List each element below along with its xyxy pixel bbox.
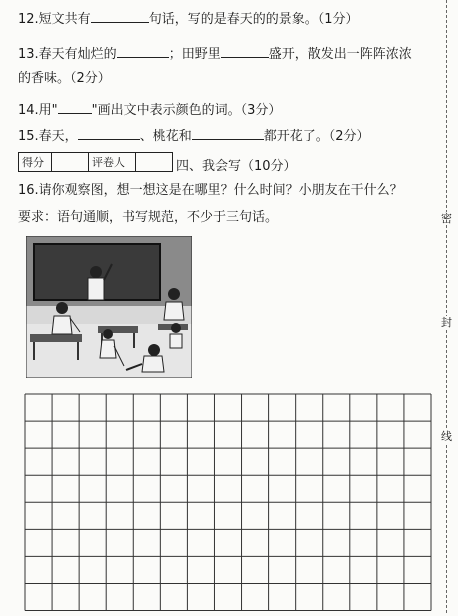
margin-char-mi: 密 [441,212,452,225]
q16-prompt: 16.请你观察图，想一想这是在哪里？什么时间？小朋友在干什么？ [18,183,403,198]
q14-answer-blank[interactable] [58,101,92,114]
q13-answer-blank-2[interactable] [221,45,269,58]
q13-line2: 的香味。（2分） [18,71,111,86]
q15-text-mid: 、桃花和 [139,129,192,144]
question-15 [18,127,369,145]
classroom-illustration [26,236,192,378]
writing-grid[interactable] [24,393,434,616]
q13-text-post: 盛开，散发出一阵阵浓浓 [268,47,412,62]
seal-line [446,0,447,613]
writing-grid-lines [24,393,434,612]
question-14 [18,101,281,119]
q14-text-pre: 14.用" [18,103,58,118]
q13-text-mid: ；田野里 [168,47,221,62]
section-4-title: 四、我会写（10分） [176,159,297,174]
q12-text-pre: 12.短文共有 [18,12,91,27]
q15-answer-blank-1[interactable] [78,127,140,140]
margin-char-feng: 封 [441,316,452,329]
q12-answer-blank[interactable] [91,10,149,23]
question-12 [18,10,358,28]
q15-text-post: 都开花了。（2分） [263,129,370,144]
q15-text-pre: 15.春天， [18,129,78,144]
q12-text-post: 句话，写的是春天的的景象。（1分） [148,12,359,27]
q16-requirement: 要求：语句通顺，书写规范，不少于三句话。 [18,210,279,225]
margin-char-xian: 线 [441,430,452,443]
q13-answer-blank-1[interactable] [117,45,169,58]
grader-label: 评卷人 [89,153,136,172]
grader-cell[interactable] [136,153,173,172]
q14-text-post: "画出文中表示颜色的词。（3分） [91,103,282,118]
q15-answer-blank-2[interactable] [192,127,264,140]
score-label: 得分 [19,153,52,172]
score-table [18,152,173,172]
q13-text-pre: 13.春天有灿烂的 [18,47,117,62]
score-cell[interactable] [52,153,89,172]
question-13 [18,45,412,63]
